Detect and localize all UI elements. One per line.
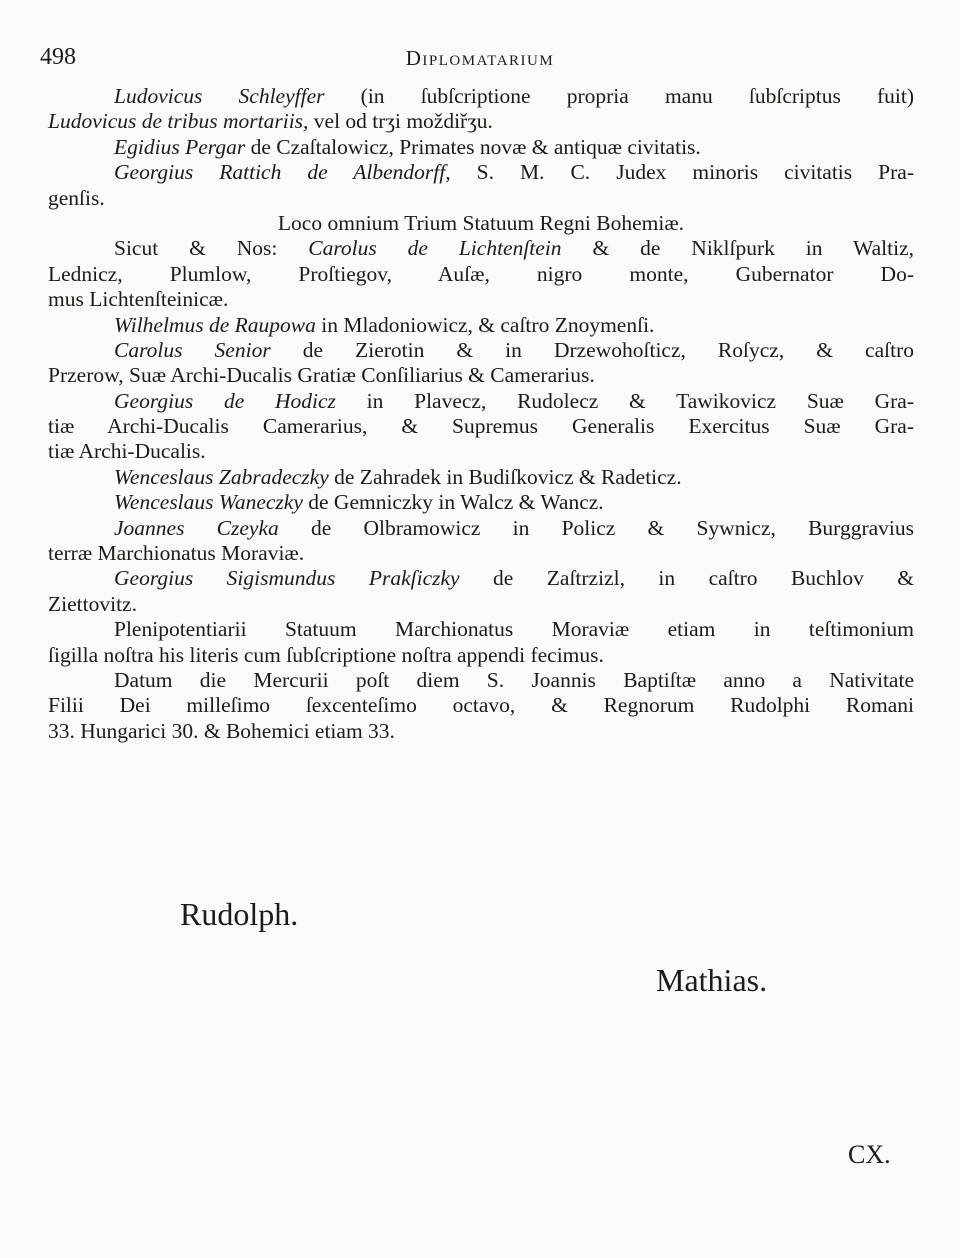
person-name: Ludovicus de tribus mortariis, <box>48 109 309 134</box>
person-name: Ludovicus Schleyffer <box>114 84 325 108</box>
text-line <box>48 160 914 185</box>
text-segment: 33. Hungarici 30. & Bohemici etiam 33. <box>48 718 395 743</box>
text-line <box>48 516 914 541</box>
text-segment: Lednicz, Plumlow, Proſtiegov, Auſæ, nigro monte, Gubernator Do- <box>48 261 914 286</box>
person-name: Wenceslaus Zabradeczky <box>114 464 329 489</box>
text-segment: de Zahradek in Budiſkovicz & Radeticz. <box>328 464 682 489</box>
person-name: Georgius Rattich de Albendorff, <box>114 160 451 185</box>
person-name: Wenceslaus Waneczky <box>114 490 303 515</box>
person-name: Wilhelmus de Raupowa <box>114 312 316 337</box>
text-segment: S. M. C. Judex minoris civitatis Pra- <box>450 160 914 185</box>
text-segment: de Olbramowicz in Policz & Sywnicz, Burggravius <box>278 515 914 540</box>
text-line <box>48 643 914 668</box>
text-segment: tiæ Archi-Ducalis Camerarius, & Supremus Generalis Exercitus Suæ Gra- <box>48 414 914 439</box>
text-segment: Filii Dei milleſimo ſexcenteſimo octavo, & Regnorum Rudolphi Romani <box>48 693 914 718</box>
text-line <box>48 566 914 591</box>
text-segment: ſigilla noſtra his literis cum ſubſcriptione noſtra appendi fecimus. <box>48 642 604 667</box>
person-name: Carolus de Lichtenſtein <box>308 236 562 261</box>
person-name: Egidius Pergar <box>114 134 246 159</box>
person-name: Carolus Senior <box>114 337 271 362</box>
running-head: Diplomatarium <box>405 46 555 70</box>
text-line <box>48 135 914 160</box>
text-segment: de Zaſtrzizl, in caſtro Buchlov & <box>459 566 915 591</box>
text-line <box>48 719 914 744</box>
page-header <box>40 44 920 74</box>
text-segment: de Czaſtalowicz, Primates novæ & antiquæ civitatis. <box>245 134 701 159</box>
text-segment: de Gemniczky in Walcz & Wancz. <box>302 490 604 515</box>
document-number: CX. <box>848 1140 891 1169</box>
person-name: Joannes Czeyka <box>114 515 279 540</box>
person-name: Georgius de Hodicz <box>114 388 336 413</box>
text-segment: terræ Marchionatus Moraviæ. <box>48 541 305 566</box>
signature-mathias: Mathias. <box>656 962 768 998</box>
text-line <box>48 363 914 388</box>
text-segment: in Mladoniowicz, & caſtro Znoymenſi. <box>315 312 655 337</box>
person-name: Georgius Sigismundus Prakſiczky <box>114 566 460 591</box>
text-segment: tiæ Archi-Ducalis. <box>48 439 206 464</box>
text-segment: Loco omnium Trium Statuum Regni Bohemiæ. <box>277 210 685 235</box>
text-line <box>48 236 914 261</box>
text-segment: genſis. <box>48 185 105 210</box>
text-segment: de Zierotin & in Drzewohoſticz, Roſycz, & caſtro <box>270 337 914 362</box>
text-segment: & de Niklſpurk in Waltiz, <box>561 236 914 261</box>
text-line <box>48 617 914 642</box>
text-segment: vel od trʒi moždiřʒu. <box>308 109 493 134</box>
text-line <box>48 693 914 718</box>
text-line <box>48 211 914 236</box>
text-line <box>48 592 914 617</box>
signature-rudolph: Rudolph. <box>180 896 299 932</box>
text-segment: (in ſubſcriptione propria manu ſubſcriptus fuit) <box>324 84 914 108</box>
text-segment: Plenipotentiarii Statuum Marchionatus Moraviæ etiam in teſtimonium <box>114 617 914 642</box>
text-segment: in Plavecz, Rudolecz & Tawikovicz Suæ Gra- <box>335 388 914 413</box>
text-line <box>48 490 914 515</box>
text-segment: mus Lichtenſteinicæ. <box>48 287 229 312</box>
text-line <box>48 313 914 338</box>
text-line <box>48 465 914 490</box>
text-line <box>48 668 914 693</box>
text-line <box>48 389 914 414</box>
text-line <box>48 287 914 312</box>
text-line <box>48 186 914 211</box>
text-line <box>48 338 914 363</box>
text-line <box>48 109 914 134</box>
text-segment: Ziettovitz. <box>48 591 137 616</box>
text-line <box>48 262 914 287</box>
text-segment: Sicut & Nos: <box>114 236 309 261</box>
body-text <box>48 84 914 744</box>
text-line <box>48 541 914 566</box>
text-line <box>48 439 914 464</box>
text-segment: Datum die Mercurii poſt diem S. Joannis Baptiſtæ anno a Nativitate <box>114 667 914 692</box>
text-line <box>48 414 914 439</box>
text-segment: Przerow, Suæ Archi-Ducalis Gratiæ Conſiliarius & Camerarius. <box>48 363 595 388</box>
text-line <box>48 84 914 109</box>
page-number: 498 <box>40 44 76 70</box>
